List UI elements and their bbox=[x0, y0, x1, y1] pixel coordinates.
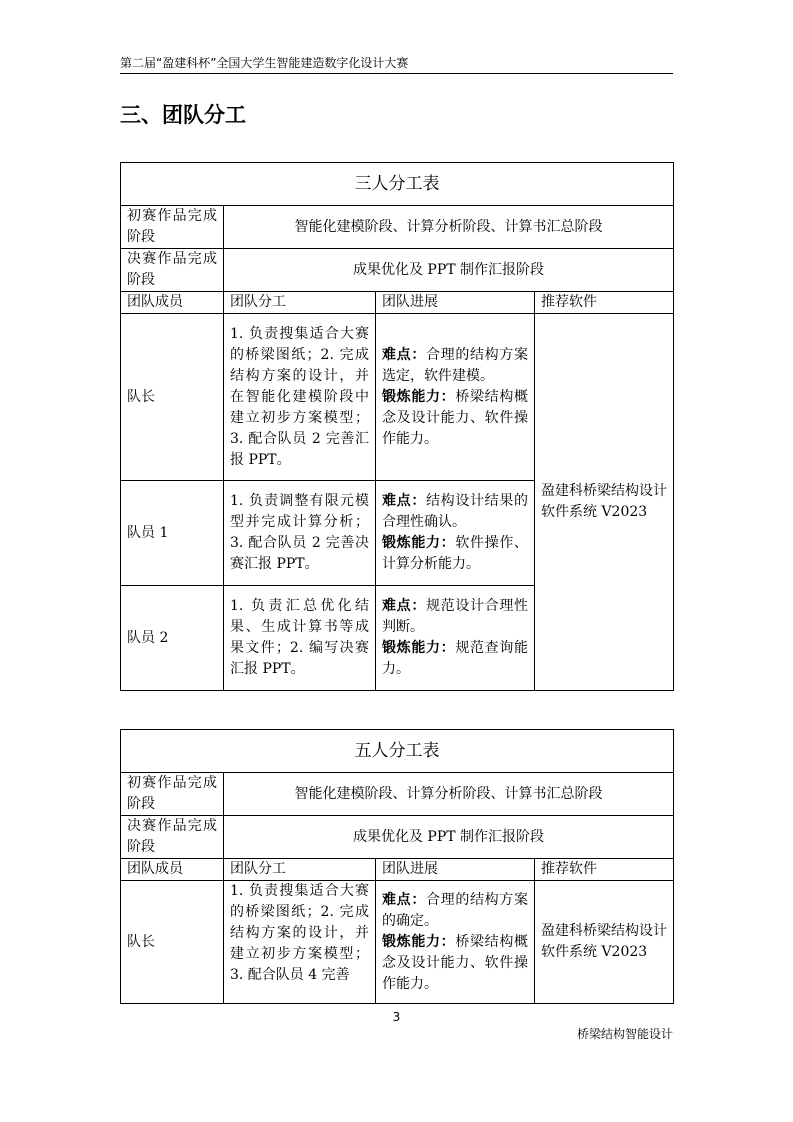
document-header: 第二届“盈建科杯”全国大学生智能建造数字化设计大赛 bbox=[120, 56, 409, 70]
difficulty-text: 合理的结构方案的确定。 bbox=[382, 891, 528, 929]
difficulty-label: 难点： bbox=[382, 891, 426, 908]
ability-text: 桥梁结构概念及设计能力、软件操作能力。 bbox=[382, 933, 529, 992]
difficulty-label: 难点： bbox=[382, 346, 426, 363]
software-cell: 盈建科桥梁结构设计软件系统 V2023 bbox=[535, 314, 674, 691]
col-header-division: 团队分工 bbox=[224, 859, 376, 881]
progress-cell bbox=[376, 881, 535, 1004]
ability-text: 桥梁结构概念及设计能力、软件操作能力。 bbox=[382, 388, 529, 447]
member-cell: 队长 bbox=[121, 881, 224, 1004]
difficulty-text: 合理的结构方案选定，软件建模。 bbox=[382, 346, 528, 384]
progress-cell bbox=[376, 314, 535, 481]
final-label: 决赛作品完成阶段 bbox=[121, 249, 224, 292]
table-caption: 五人分工表 bbox=[121, 730, 674, 773]
prelim-value: 智能化建模阶段、计算分析阶段、计算书汇总阶段 bbox=[224, 773, 674, 816]
division-cell: 1. 负责搜集适合大赛的桥梁图纸；2. 完成结构方案的设计，并在智能化建模阶段中建立初步方案模型；3. 配合队员 2 完善汇报 PPT。 bbox=[224, 314, 376, 481]
col-header-software: 推荐软件 bbox=[535, 292, 674, 314]
difficulty-label: 难点： bbox=[382, 493, 426, 509]
prelim-label: 初赛作品完成阶段 bbox=[121, 206, 224, 249]
table-row bbox=[121, 314, 674, 481]
three-person-table bbox=[120, 162, 674, 691]
prelim-label: 初赛作品完成阶段 bbox=[121, 773, 224, 816]
division-cell: 1. 负责汇总优化结果、生成计算书等成果文件；2. 编写决赛汇报 PPT。 bbox=[224, 586, 376, 691]
final-value: 成果优化及 PPT 制作汇报阶段 bbox=[224, 249, 674, 292]
five-person-table bbox=[120, 729, 674, 1004]
division-cell: 1. 负责调整有限元模型并完成计算分析；3. 配合队员 2 完善决赛汇报 PPT。 bbox=[224, 481, 376, 586]
final-value: 成果优化及 PPT 制作汇报阶段 bbox=[224, 816, 674, 859]
table-caption: 三人分工表 bbox=[121, 163, 674, 206]
col-header-progress: 团队进展 bbox=[376, 292, 535, 314]
software-cell: 盈建科桥梁结构设计软件系统 V2023 bbox=[535, 881, 674, 1004]
division-cell bbox=[224, 881, 376, 1004]
table-row bbox=[121, 881, 674, 1004]
col-header-member: 团队成员 bbox=[121, 859, 224, 881]
ability-text: 规范查询能力。 bbox=[382, 640, 529, 677]
document-footer: 桥梁结构智能设计 bbox=[576, 1027, 673, 1041]
ability-label: 锻炼能力： bbox=[382, 535, 456, 551]
progress-cell bbox=[376, 586, 535, 691]
difficulty-label: 难点： bbox=[382, 598, 426, 614]
progress-cell bbox=[376, 481, 535, 586]
difficulty-text: 规范设计合理性判断。 bbox=[382, 598, 528, 635]
section-title: 三、团队分工 bbox=[120, 103, 246, 127]
member-cell: 队员 2 bbox=[121, 586, 224, 691]
division-text: 1. 负责搜集适合大赛的桥梁图纸；2. 完成结构方案的设计，并建立初步方案模型；3. 配合队员 4 完善 bbox=[230, 883, 369, 983]
col-header-progress: 团队进展 bbox=[376, 859, 535, 881]
ability-label: 锻炼能力： bbox=[382, 640, 456, 656]
difficulty-text: 结构设计结果的合理性确认。 bbox=[382, 493, 528, 530]
prelim-value: 智能化建模阶段、计算分析阶段、计算书汇总阶段 bbox=[224, 206, 674, 249]
ability-label: 锻炼能力： bbox=[382, 388, 456, 405]
col-header-division: 团队分工 bbox=[224, 292, 376, 314]
col-header-member: 团队成员 bbox=[121, 292, 224, 314]
ability-text: 软件操作、计算分析能力。 bbox=[382, 535, 529, 572]
final-label: 决赛作品完成阶段 bbox=[121, 816, 224, 859]
member-cell: 队长 bbox=[121, 314, 224, 481]
ability-label: 锻炼能力： bbox=[382, 933, 456, 950]
header-rule bbox=[120, 73, 673, 74]
col-header-software: 推荐软件 bbox=[535, 859, 674, 881]
page-number: 3 bbox=[392, 1010, 401, 1024]
member-cell: 队员 1 bbox=[121, 481, 224, 586]
